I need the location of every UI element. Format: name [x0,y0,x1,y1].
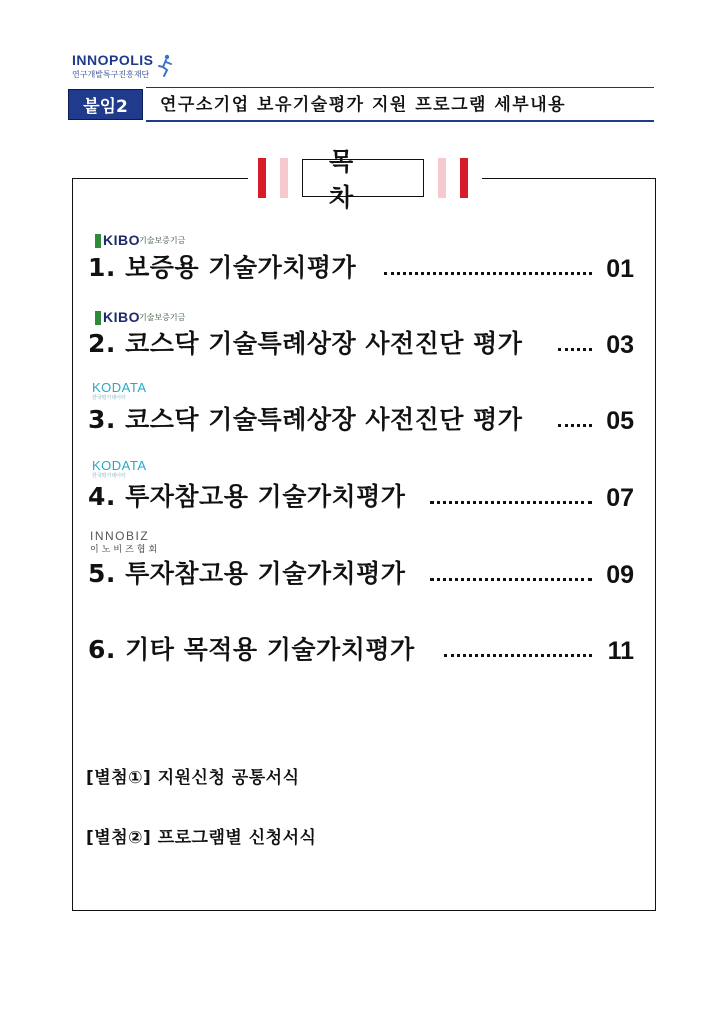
toc-entry-page: 05 [606,407,634,435]
kodata-logo-text: KODATA [92,458,147,473]
kodata-logo-sub: 한국평가데이터 [92,473,126,479]
toc-entry-page: 07 [606,484,634,512]
attachment-item[interactable]: [별첨②] 프로그램별 신청서식 [86,828,317,848]
page-title: 연구소기업 보유기술평가 지원 프로그램 세부내용 [160,95,567,115]
dot-leader [430,578,592,581]
decorative-bar-red-right [460,158,468,198]
dot-leader [558,424,592,427]
innopolis-logo [72,52,182,84]
toc-entry-page: 09 [606,561,634,589]
toc-entry-page: 03 [606,331,634,359]
toc-entry-label: 5. 투자참고용 기술가치평가 [88,559,406,588]
dot-leader [430,501,592,504]
toc-entry[interactable] [88,479,634,515]
logo-subtitle: 연구개발특구진흥재단 [72,70,150,79]
kibo-logo-sub: 기술보증기금 [139,313,186,322]
dot-leader [558,348,592,351]
toc-entry[interactable] [88,402,634,438]
kibo-mark-icon [95,234,101,248]
toc-entry[interactable] [88,326,634,362]
toc-entry[interactable] [88,632,634,668]
toc-entry-page: 11 [607,637,634,665]
dot-leader [444,654,592,657]
toc-entry-page: 01 [606,255,634,283]
innobiz-logo-text: INNOBIZ [90,529,150,543]
toc-entry-label: 6. 기타 목적용 기술가치평가 [88,635,415,664]
kodata-logo-sub: 한국평가데이터 [92,395,126,401]
toc-heading: 목차 [302,159,424,197]
innobiz-logo [90,529,170,555]
toc-entry-label: 3. 코스닥 기술특례상장 사전진단 평가 [88,405,523,434]
runner-icon [156,54,174,78]
innobiz-logo-sub: 이노비즈협회 [90,545,161,555]
title-bottom-rule [146,120,654,122]
attachment-tag: 붙임2 [68,89,143,120]
toc-entry-label: 1. 보증용 기술가치평가 [88,253,357,282]
toc-entry-label: 2. 코스닥 기술특례상장 사전진단 평가 [88,329,523,358]
kodata-logo [92,458,162,479]
logo-wordmark: INNOPOLIS [72,52,154,68]
toc-entry-label: 4. 투자참고용 기술가치평가 [88,482,406,511]
toc-entry[interactable] [88,556,634,592]
title-top-rule [146,87,654,88]
attachment-item[interactable]: [별첨①] 지원신청 공통서식 [86,768,300,788]
kibo-mark-icon [95,311,101,325]
toc-entry[interactable] [88,250,634,286]
kodata-logo [92,380,162,401]
dot-leader [384,272,592,275]
decorative-bar-pink-left [280,158,288,198]
kibo-logo-sub: 기술보증기금 [139,236,186,245]
kibo-logo-text: KIBO [103,309,140,325]
decorative-bar-pink-right [438,158,446,198]
kibo-logo-text: KIBO [103,232,140,248]
decorative-bar-red-left [258,158,266,198]
kodata-logo-text: KODATA [92,380,147,395]
